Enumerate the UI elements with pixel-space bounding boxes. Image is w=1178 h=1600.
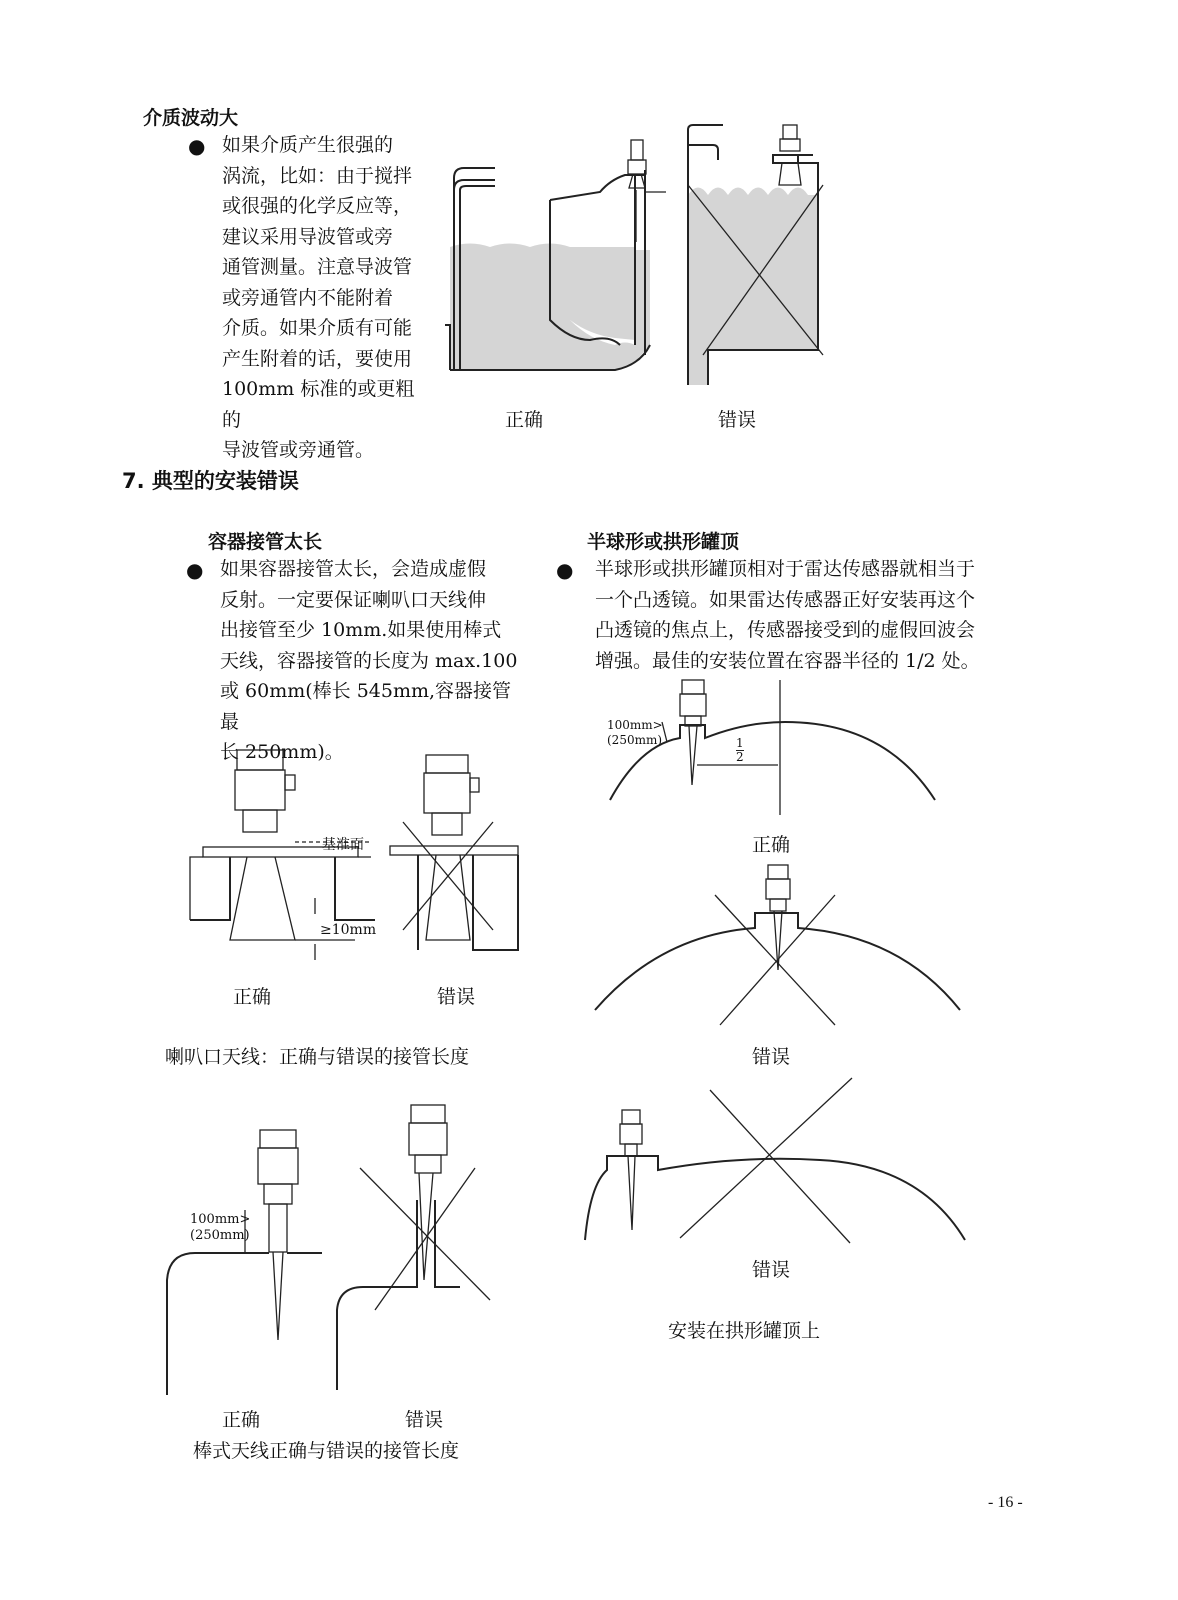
dimension-text: 100mm>	[607, 718, 663, 732]
text-line: 或旁通管内不能附着	[222, 286, 394, 309]
label-correct: 正确	[752, 834, 791, 856]
caption-horn-antenna: 喇叭口天线：正确与错误的接管长度	[165, 1046, 470, 1068]
text-line: 通管测量。注意导波管	[222, 256, 413, 278]
bullet-icon: ●	[556, 558, 574, 582]
text-line: 如果介质产生很强的	[222, 134, 394, 156]
caption-dome: 安装在拱形罐顶上	[668, 1320, 821, 1342]
text-line: 导波管或旁通管。	[222, 439, 375, 461]
stilling-tank-wrong-figure	[683, 115, 833, 390]
nozzle-paragraph	[220, 554, 530, 768]
text-line: 100mm 标准的或更粗的	[222, 378, 415, 431]
label-wrong: 错误	[752, 1046, 791, 1068]
bullet-icon: ●	[186, 558, 204, 582]
dome-dimension-label	[607, 718, 663, 748]
half-radius-fraction	[736, 737, 744, 764]
dome-paragraph	[595, 554, 1015, 676]
fraction-numerator: 1	[736, 736, 744, 750]
label-wrong: 错误	[405, 1409, 444, 1431]
text-line: 一个凸透镜。如果雷达传感器正好安装再这个	[595, 588, 976, 611]
label-correct: 正确	[505, 409, 544, 431]
caption-rod-antenna: 棒式天线正确与错误的接管长度	[193, 1440, 460, 1462]
rod-dimension-label	[190, 1212, 250, 1244]
text-line: 建议采用导波管或旁	[222, 225, 394, 248]
reference-plane-label: 基准面	[322, 837, 364, 853]
text-line: 如果容器接管太长，会造成虚假	[220, 558, 487, 580]
dome-wrong-edge-figure	[580, 1075, 970, 1245]
rod-antenna-wrong-figure	[335, 1100, 495, 1400]
horn-antenna-wrong-figure	[388, 750, 523, 960]
dimension-text: (250mm)	[190, 1228, 250, 1243]
dome-wrong-center-figure	[590, 860, 965, 1030]
label-wrong: 错误	[437, 986, 476, 1008]
label-wrong: 错误	[752, 1259, 791, 1281]
text-line: 增强。最佳的安装位置在容器半径的 1/2 处。	[595, 649, 980, 672]
text-line: 长 250mm)。	[220, 741, 344, 763]
subsection-title-dome: 半球形或拱形罐顶	[587, 531, 740, 553]
page-number: - 16 -	[988, 1494, 1023, 1511]
label-correct: 正确	[233, 986, 272, 1008]
subsection-title-nozzle: 容器接管太长	[208, 531, 323, 553]
dome-correct-figure	[605, 680, 945, 820]
dimension-text: 100mm>	[190, 1212, 251, 1227]
text-line: 或 60mm(棒长 545mm,容器接管最	[220, 680, 512, 733]
text-line: 产生附着的话，要使用	[222, 347, 413, 370]
min-length-label: ≥10mm	[320, 922, 377, 938]
text-line: 涡流，比如：由于搅拌	[222, 164, 413, 187]
text-line: 或很强的化学反应等，	[222, 195, 413, 217]
text-line: 介质。如果介质有可能	[222, 317, 413, 339]
text-line: 反射。一定要保证喇叭口天线伸	[220, 588, 487, 611]
rod-antenna-correct-figure	[165, 1130, 325, 1400]
bypass-tank-figure	[440, 130, 670, 390]
fraction-denominator: 2	[736, 750, 744, 764]
text-line: 出接管至少 10mm.如果使用棒式	[220, 619, 502, 641]
dimension-text: (250mm)	[607, 733, 663, 747]
text-line: 天线，容器接管的长度为 max.100	[220, 649, 518, 672]
section-title-typical-errors: 7. 典型的安装错误	[122, 469, 299, 493]
label-correct: 正确	[222, 1409, 261, 1431]
text-line: 凸透镜的焦点上，传感器接受到的虚假回波会	[595, 619, 976, 641]
label-wrong: 错误	[718, 409, 757, 431]
fluctuation-paragraph	[222, 130, 432, 466]
text-line: 半球形或拱形罐顶相对于雷达传感器就相当于	[595, 558, 976, 580]
section-title-fluctuation: 介质波动大	[143, 107, 239, 129]
bullet-icon: ●	[188, 134, 206, 158]
